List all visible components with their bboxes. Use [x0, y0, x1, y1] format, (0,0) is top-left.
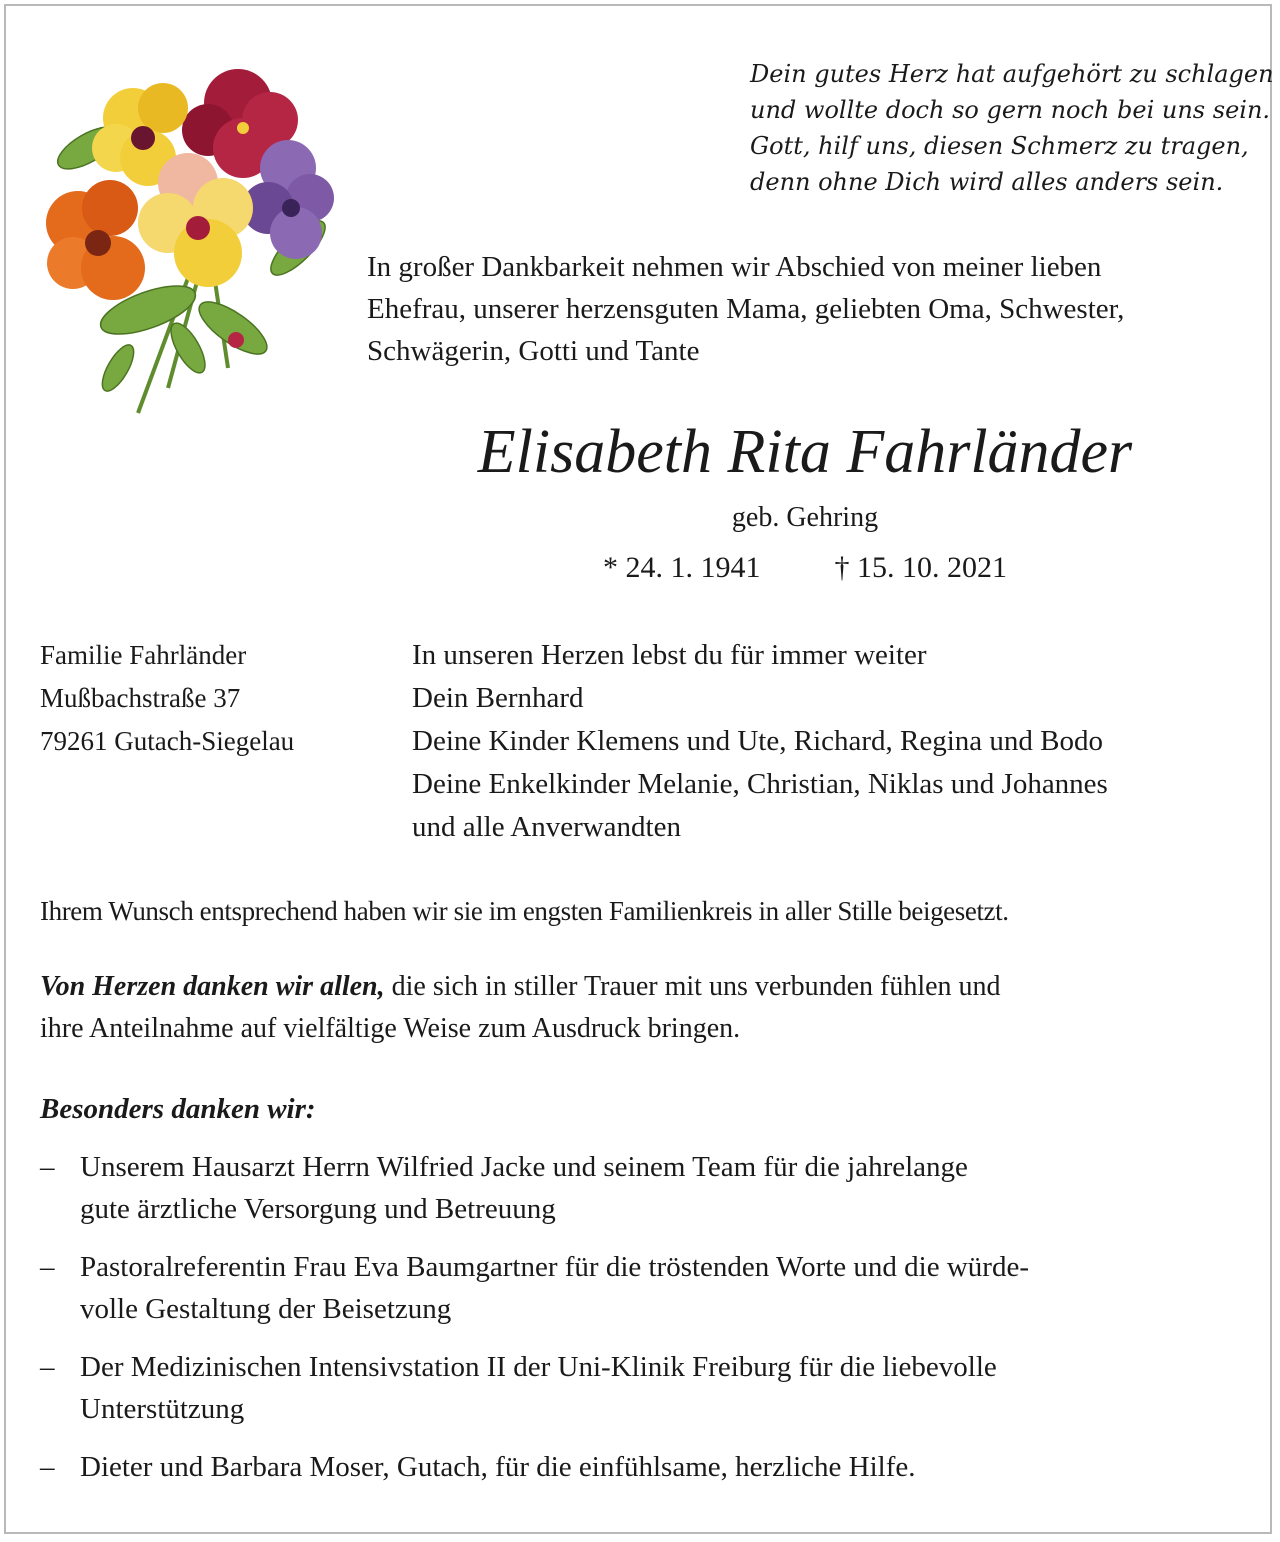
- mourner-line: In unseren Herzen lebst du für immer weiter: [412, 639, 927, 671]
- list-item-line: volle Gestaltung der Beisetzung: [80, 1293, 452, 1325]
- intro-line: Schwägerin, Gotti und Tante: [367, 335, 700, 367]
- thanks-paragraph: [40, 966, 1250, 1050]
- list-item-line: Unserem Hausarzt Herrn Wilfried Jacke und seinem Team für die jahrelange: [80, 1151, 968, 1183]
- deceased-name: Elisabeth Rita Fahrländer: [477, 418, 1133, 486]
- family-address: [40, 634, 294, 763]
- mourner-line: Dein Bernhard: [412, 682, 584, 714]
- special-thanks-list: [40, 1146, 1250, 1504]
- dash-bullet: –: [40, 1451, 55, 1483]
- address-line: Mußbachstraße 37: [40, 683, 241, 713]
- thanks-bold: Von Herzen danken wir allen,: [40, 971, 385, 1002]
- list-item-line: Dieter und Barbara Moser, Gutach, für die einfühlsame, herzliche Hilfe.: [80, 1451, 916, 1483]
- dash-bullet: –: [40, 1351, 55, 1383]
- address-line: 79261 Gutach-Siegelau: [40, 726, 295, 756]
- list-item: [40, 1346, 1250, 1430]
- list-item: [40, 1146, 1250, 1230]
- burial-note: Ihrem Wunsch entsprechend haben wir sie im engsten Familienkreis in aller Stille beigesetzt.: [40, 896, 1009, 926]
- death-date: † 15. 10. 2021: [834, 551, 1007, 584]
- list-item-line: Pastoralreferentin Frau Eva Baumgartner für die tröstenden Worte und die würde-: [80, 1251, 1029, 1283]
- intro-line: In großer Dankbarkeit nehmen wir Abschied von meiner lieben: [367, 251, 1102, 283]
- mourners-list: [412, 634, 1108, 849]
- dash-bullet: –: [40, 1251, 55, 1283]
- list-item: [40, 1246, 1250, 1330]
- list-item-line: Unterstützung: [80, 1393, 245, 1425]
- birth-date: * 24. 1. 1941: [603, 551, 761, 584]
- poem-line: Dein gutes Herz hat aufgehört zu schlagen: [750, 60, 1274, 88]
- list-item-line: Der Medizinischen Intensivstation II der Uni-Klinik Freiburg für die liebevolle: [80, 1351, 997, 1383]
- mourner-line: Deine Kinder Klemens und Ute, Richard, Regina und Bodo: [412, 725, 1104, 757]
- thanks-line-2: ihre Anteilnahme auf vielfältige Weise zum Ausdruck bringen.: [40, 1013, 741, 1044]
- orange-pansy: [46, 180, 145, 300]
- list-item-line: gute ärztliche Versorgung und Betreuung: [80, 1193, 556, 1225]
- life-dates: [420, 546, 1190, 590]
- maiden-name: geb. Gehring: [731, 502, 879, 533]
- poem-line: und wollte doch so gern noch bei uns sein.: [750, 96, 1271, 124]
- intro-line: Ehefrau, unserer herzensguten Mama, geliebten Oma, Schwester,: [367, 293, 1125, 325]
- dash-bullet: –: [40, 1151, 55, 1183]
- intro-text: [367, 246, 1247, 372]
- thanks-line-1: [40, 966, 1250, 1008]
- pansy-bouquet-illustration: [38, 48, 338, 420]
- poem-line: denn ohne Dich wird alles anders sein.: [750, 168, 1224, 196]
- mourner-line: und alle Anverwandten: [412, 811, 681, 843]
- address-line: Familie Fahrländer: [40, 640, 247, 670]
- mourner-line: Deine Enkelkinder Melanie, Christian, Niklas und Johannes: [412, 768, 1108, 800]
- poem-line: Gott, hilf uns, diesen Schmerz zu tragen,: [750, 132, 1249, 160]
- thanks-text: die sich in stiller Trauer mit uns verbunden fühlen und: [384, 971, 1001, 1002]
- list-item: [40, 1446, 1250, 1488]
- special-thanks-heading: Besonders danken wir:: [40, 1093, 316, 1125]
- poem: [750, 56, 1274, 200]
- pansy-bud: [228, 332, 244, 348]
